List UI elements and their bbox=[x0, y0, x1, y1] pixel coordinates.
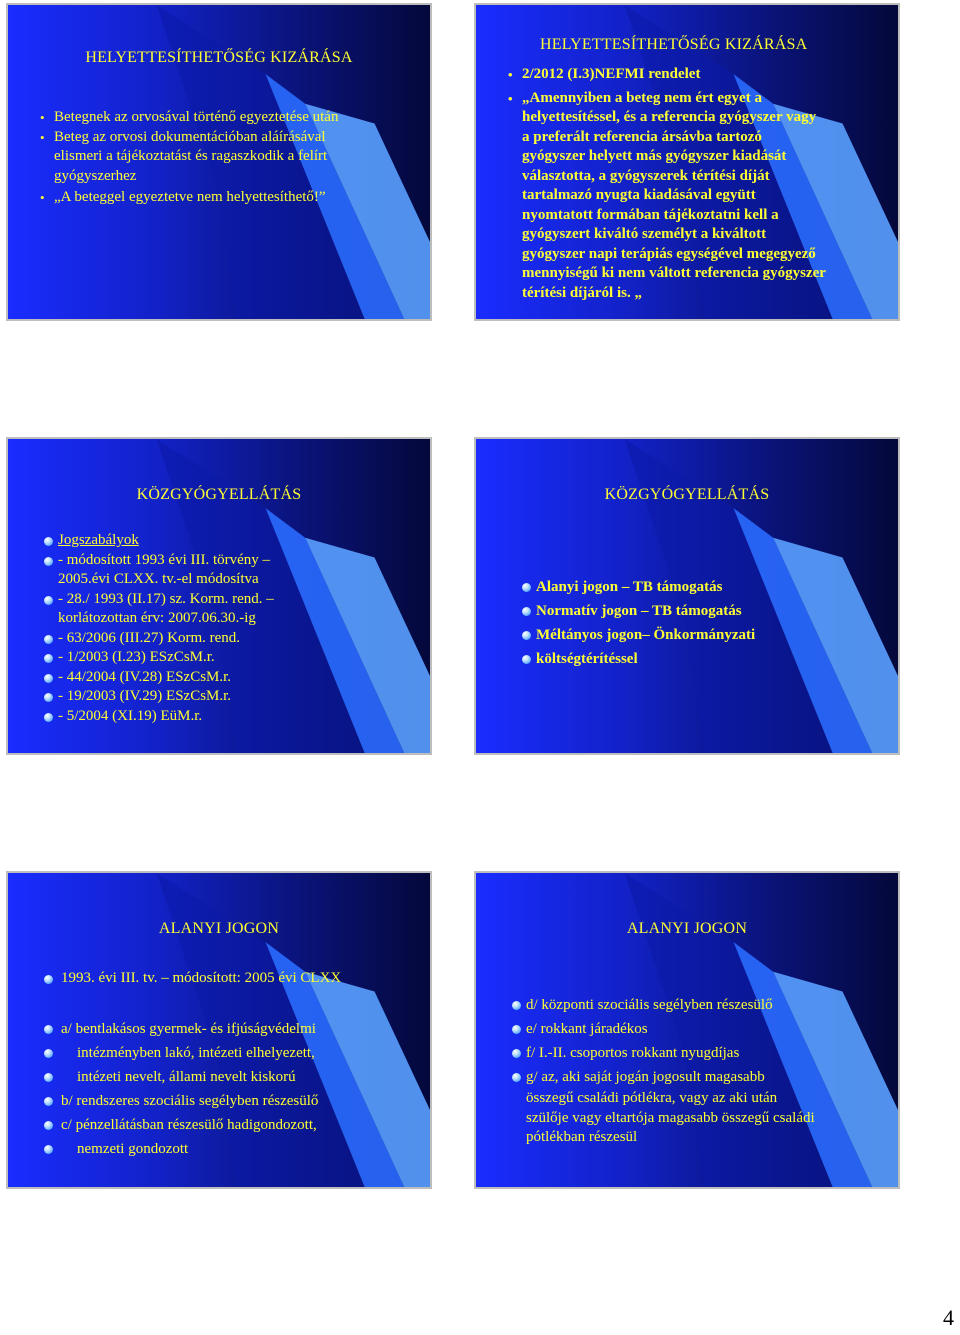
slide-6 bbox=[474, 871, 900, 1189]
list-item: intézeti nevelt, állami nevelt kiskorú bbox=[44, 1065, 429, 1089]
list-item: gyógyszert kiváltó személyt a kiváltott bbox=[522, 226, 767, 242]
bullet-icon: • bbox=[40, 190, 45, 205]
bullet-list bbox=[44, 531, 424, 726]
bullet-icon bbox=[44, 654, 53, 663]
list-item: 1993. évi III. tv. – módosított: 2005 évi CLXX bbox=[44, 969, 429, 989]
list-item: e/ rokkant járadékos bbox=[512, 1017, 897, 1041]
list-item: • „Amennyiben a beteg nem ért egyet a bbox=[508, 89, 898, 109]
bullet-icon bbox=[522, 583, 531, 592]
list-item: helyettesítéssel, és a referencia gyógyszer vagy bbox=[522, 109, 817, 125]
list-item: - módosított 1993 évi III. törvény – bbox=[44, 551, 424, 571]
bullet-icon: • bbox=[508, 67, 513, 82]
list-item: Méltányos jogon– Önkormányzati bbox=[522, 623, 892, 647]
list-item: tartalmazó nyugta kiadásával együtt bbox=[522, 187, 756, 203]
slide-1 bbox=[6, 3, 432, 321]
slide-title: HELYETTESÍTHETŐSÉG KIZÁRÁSA bbox=[85, 49, 353, 66]
list-item: a/ bentlakásos gyermek- és ifjúságvédelmi bbox=[44, 1017, 429, 1041]
bullet-icon bbox=[44, 1121, 53, 1130]
slide-title: KÖZGYÓGYELLÁTÁS bbox=[604, 486, 770, 503]
bullet-list bbox=[40, 108, 430, 208]
list-item: intézményben lakó, intézeti elhelyezett, bbox=[44, 1041, 429, 1065]
bullet-list bbox=[522, 575, 892, 671]
bullet-list bbox=[44, 969, 429, 1161]
bullet-icon bbox=[522, 631, 531, 640]
bullet-icon: • bbox=[508, 90, 513, 106]
list-item: - 44/2004 (IV.28) ESzCsM.r. bbox=[44, 668, 424, 688]
bullet-icon bbox=[512, 1001, 521, 1010]
list-item: Normatív jogon – TB támogatás bbox=[522, 599, 892, 623]
bullet-list bbox=[512, 993, 897, 1148]
list-item: g/ az, aki saját jogán jogosult magasabb bbox=[512, 1065, 897, 1089]
list-item: • „A beteggel egyeztetve nem helyettesíthető!” bbox=[40, 188, 430, 208]
list-item: pótlékban részesül bbox=[526, 1129, 638, 1145]
list-item: • Beteg az orvosi dokumentációban aláírásával bbox=[40, 128, 430, 148]
bullet-icon bbox=[44, 713, 53, 722]
list-item: költségtérítéssel bbox=[522, 647, 892, 671]
list-item: • 2/2012 (I.3)NEFMI rendelet bbox=[508, 65, 898, 85]
list-item: - 19/2003 (IV.29) ESzCsM.r. bbox=[44, 687, 424, 707]
bullet-icon: • bbox=[40, 129, 45, 145]
list-item: összegű családi pótlékra, vagy az aki után bbox=[526, 1090, 778, 1106]
bullet-icon bbox=[44, 537, 53, 546]
bullet-icon bbox=[512, 1049, 521, 1058]
bullet-icon bbox=[44, 596, 53, 605]
bullet-icon bbox=[44, 635, 53, 644]
bullet-icon bbox=[44, 674, 53, 683]
slide-3 bbox=[6, 437, 432, 755]
bullet-icon bbox=[44, 1049, 53, 1058]
list-item: - 5/2004 (XI.19) EüM.r. bbox=[44, 707, 424, 727]
list-item: választotta, a gyógyszerek térítési díját bbox=[522, 167, 770, 184]
list-item: térítési díjáról is. „ bbox=[522, 284, 642, 301]
bullet-icon bbox=[522, 655, 531, 664]
list-item: gyógyszer napi terápiás egységével megegyező bbox=[522, 245, 816, 262]
list-item: - 63/2006 (III.27) Korm. rend. bbox=[44, 629, 424, 649]
list-item: nemzeti gondozott bbox=[44, 1137, 429, 1161]
slide-title: ALANYI JOGON bbox=[626, 920, 748, 937]
bullet-icon bbox=[44, 1025, 53, 1034]
bullet-icon bbox=[44, 1073, 53, 1082]
list-item: b/ rendszeres szociális segélyben részesülő bbox=[44, 1089, 429, 1113]
bullet-icon bbox=[44, 557, 53, 566]
list-item: szülője vagy eltartója magasabb összegű családi bbox=[526, 1109, 815, 1126]
bullet-icon bbox=[512, 1073, 521, 1082]
slide-4 bbox=[474, 437, 900, 755]
list-item: 2005.évi CLXX. tv.-el módosítva bbox=[58, 571, 259, 587]
list-item: Jogszabályok bbox=[44, 531, 424, 551]
slide-2 bbox=[474, 3, 900, 321]
list-item: gyógyszer helyett más gyógyszer kiadását bbox=[522, 148, 787, 164]
list-item: nyomtatott formában tájékoztatni kell a bbox=[522, 206, 779, 223]
list-item: - 1/2003 (I.23) ESzCsM.r. bbox=[44, 648, 424, 668]
slide-title: KÖZGYÓGYELLÁTÁS bbox=[136, 486, 302, 503]
list-item: c/ pénzellátásban részesülő hadigondozott, bbox=[44, 1113, 429, 1137]
list-item: f/ I.-II. csoportos rokkant nyugdíjas bbox=[512, 1041, 897, 1065]
list-item: d/ központi szociális segélyben részesülő bbox=[512, 993, 897, 1017]
bullet-icon: • bbox=[40, 110, 45, 125]
list-item: gyógyszerhez bbox=[54, 167, 137, 184]
bullet-icon bbox=[44, 1097, 53, 1106]
list-item: • Betegnek az orvosával történő egyeztetése után bbox=[40, 108, 430, 128]
bullet-list bbox=[508, 65, 898, 303]
page-number: 4 bbox=[943, 1305, 954, 1330]
list-item: Alanyi jogon – TB támogatás bbox=[522, 575, 892, 599]
bullet-icon bbox=[44, 975, 53, 984]
slide-title: HELYETTESÍTHETŐSÉG KIZÁRÁSA bbox=[540, 36, 808, 53]
list-item: elismeri a tájékoztatást és ragaszkodik a felírt bbox=[54, 148, 328, 164]
list-item: korlátozottan érv: 2007.06.30.-ig bbox=[58, 610, 256, 626]
list-item: - 28./ 1993 (II.17) sz. Korm. rend. – bbox=[44, 590, 424, 610]
bullet-icon bbox=[44, 693, 53, 702]
slide-title: ALANYI JOGON bbox=[158, 920, 280, 937]
slide-5 bbox=[6, 871, 432, 1189]
list-item: a preferált referencia ársávba tartozó bbox=[522, 128, 762, 145]
bullet-icon bbox=[512, 1025, 521, 1034]
bullet-icon bbox=[522, 607, 531, 616]
list-item: mennyiségű ki nem váltott referencia gyógyszer bbox=[522, 265, 826, 281]
bullet-icon bbox=[44, 1145, 53, 1154]
